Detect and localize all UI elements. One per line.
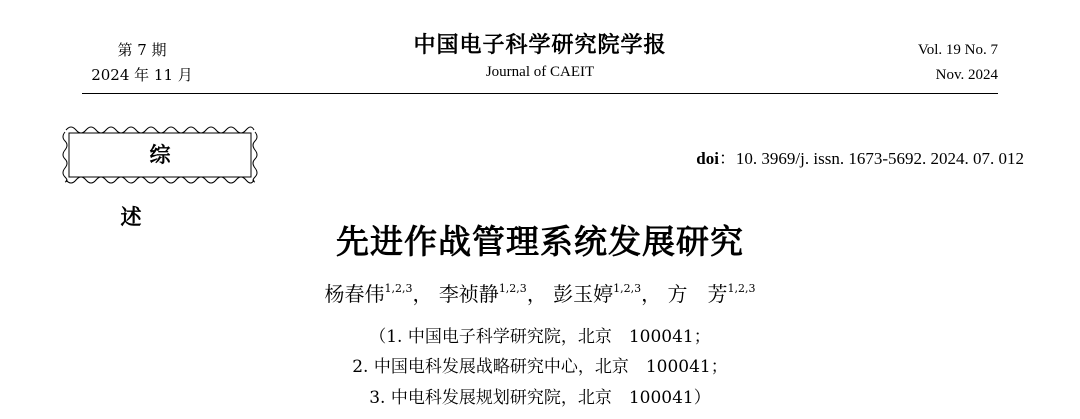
author-separator: ， <box>412 282 433 306</box>
journal-masthead <box>390 30 690 84</box>
paper-title: 先进作战管理系统发展研究 <box>336 222 744 261</box>
journal-name-cn: 中国电子科学研究院学报 <box>413 32 667 58</box>
volume-number: Vol. 19 No. 7 <box>917 42 998 58</box>
doi-label: doi <box>696 149 719 168</box>
author-list <box>0 274 1080 309</box>
volume-date: Nov. 2024 <box>935 67 998 83</box>
author <box>439 282 547 306</box>
author-name: 方 芳 <box>667 282 728 306</box>
author-separator: ， <box>526 282 547 306</box>
author-affil-sup: 1,2,3 <box>384 282 413 295</box>
author-affil-sup: 1,2,3 <box>613 282 642 295</box>
journal-name-en: Journal of CAEIT <box>485 64 595 80</box>
doi-line <box>696 144 1024 169</box>
affiliation-line: （1. 中国电子科学研究院，北京 100041； <box>369 327 711 347</box>
issue-date: 2024 年 11 月 <box>91 66 193 84</box>
author-name: 彭玉婷 <box>553 282 614 306</box>
author-affil-sup: 1,2,3 <box>498 282 527 295</box>
doi-value: ：10. 3969/j. issn. 1673-5692. 2024. 07. 012 <box>718 149 1024 168</box>
author-name: 杨春伟 <box>324 282 385 306</box>
affiliation-line: 2. 中国电科发展战略研究中心，北京 100041； <box>352 357 728 377</box>
volume-info <box>918 38 998 88</box>
author-affil-sup: 1,2,3 <box>727 282 756 295</box>
issue-info <box>82 38 202 88</box>
author <box>668 282 756 306</box>
section-badge <box>62 124 258 229</box>
author-separator: ， <box>641 282 662 306</box>
author <box>324 282 432 306</box>
author <box>553 282 661 306</box>
affiliation-line: 3. 中电科发展规划研究院，北京 100041） <box>369 388 711 408</box>
header-divider <box>82 93 998 94</box>
author-name: 李祯静 <box>438 282 499 306</box>
issue-number: 第 7 期 <box>117 41 167 59</box>
section-badge-label: 综述 <box>120 142 229 229</box>
